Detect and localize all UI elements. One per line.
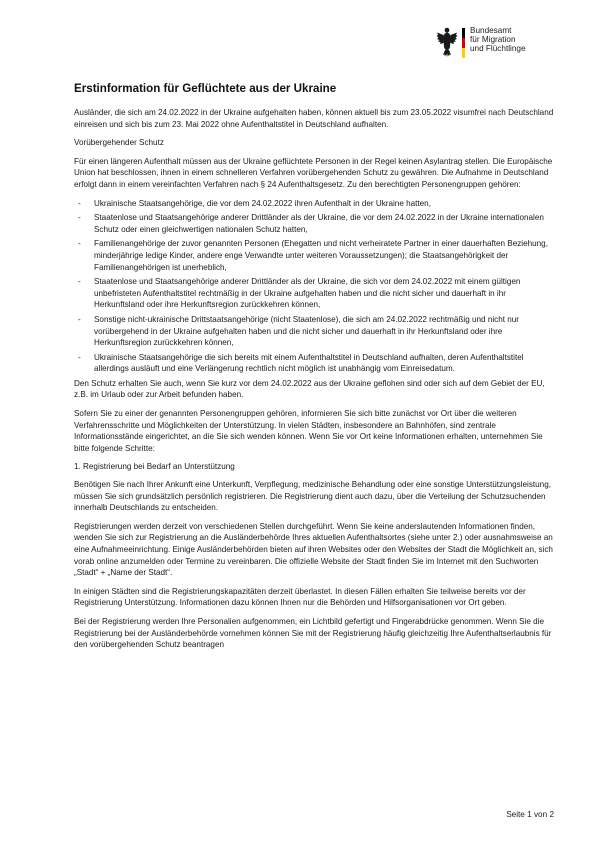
body-paragraph: Den Schutz erhalten Sie auch, wenn Sie kurz vor dem 24.02.2022 aus der Ukraine geflohen sind oder sich auf dem Gebiet der EU, z.B. im Urlaub oder zur Arbeit befunden haben. — [74, 378, 545, 400]
body-paragraph: In einigen Städten sind die Registrierungskapazitäten derzeit überlastet. In diesen Fällen erhalten Sie teilweise bereits vor der Registrierung Unterstützung. Informationen dazu können Ihnen nur die Behörden und Hilfsorganisationen vor Ort geben. — [74, 586, 526, 608]
dash-bullet: - — [78, 213, 81, 223]
intro-paragraph: Ausländer, die sich am 24.02.2022 in der Ukraine aufgehalten haben, können aktuell bis zum 23.05.2022 visumfrei nach Deutschland einreisen und sich bis zum 23. Mai 2022 ohne Aufenthaltstitel in Deutschland aufhalten. — [74, 108, 554, 129]
flag-stripe-red — [462, 38, 465, 48]
list-item-text: Familienangehörige der zuvor genannten Personen (Ehegatten und nicht verheiratete Partner in einer dauerhaften Beziehung, minderjährige ledige Kinder, andere enge Verwandte unter weiteren Voraussetzungen); die Staatsangehörigkeit der Familienangehörigen ist unerheblich, — [94, 239, 548, 272]
flag-stripe-gold — [462, 48, 465, 58]
org-line: für Migration — [470, 35, 516, 45]
list-item-text: Ukrainische Staatsangehörige die sich bereits mit einem Aufenthaltstitel in Deutschland aufhalten, deren Aufenthaltstitel allerdings ausläuft und eine Verlängerung rechtlich nicht möglich ist unabhängig vom Einreisedatum. — [94, 352, 524, 374]
dash-bullet: - — [78, 352, 81, 362]
section-heading: 1. Registrierung bei Bedarf an Unterstützung — [74, 462, 235, 472]
org-line: Bundesamt — [470, 26, 512, 35]
list-item-text: Sonstige nicht-ukrainische Drittstaatsangehörige (nicht Staatenlose), die sich am 24.02.2022 rechtmäßig und nicht nur vorübergehend in der Ukraine aufgehalten haben und die nicht sicher und dauerhaft in ihr Herkunftsland oder ihre Herkunftsregion zurückkehren können, — [94, 314, 519, 348]
page-number: Seite 1 von 2 — [506, 810, 554, 819]
body-paragraph: Sofern Sie zu einer der genannten Personengruppen gehören, informieren Sie sich bitte zunächst vor Ort über die weiteren Verfahrensschritte und Möglichkeiten der Unterstützung. In vielen Städten, insbesondere an Bahnhöfen, sind zentrale Informationsstände eingerichtet, an die Sie sich wenden können. Wenn Sie vor Ort keine Informationen erhalten, unternehmen Sie bitte folgende Schritte: — [74, 409, 543, 453]
eligible-groups-list — [74, 198, 558, 375]
list-item-text: Staatenlose und Staatsangehörige anderer Drittländer als der Ukraine, die vor dem 24.02.2022 in der Ukraine internationalen Schutz oder einen gleichwertigen nationalen Schutz hatten, — [94, 213, 544, 234]
dash-bullet: - — [78, 198, 81, 208]
organization-name — [470, 26, 526, 54]
protection-paragraph: Für einen längeren Aufenthalt müssen aus der Ukraine geflüchtete Personen in der Regel keinen Asylantrag stellen. Die Europäische Union hat beschlossen, ihnen in einem schnelleren Verfahren vorübergehenden Schutz zu gewähren. Die Aufnahme in Deutschland erfolgt dann in einem vereinfachten Verfahren nach § 24 Aufenthaltsgesetz. Zu den berechtigten Personengruppen gehören: — [74, 156, 553, 189]
list-item-text: Ukrainische Staatsangehörige, die vor dem 24.02.2022 ihren Aufenthalt in der Ukraine hatten, — [94, 198, 431, 208]
list-item-text: Staatenlose und Staatsangehörige anderer Drittländer als der Ukraine, die sich vor dem 24.02.2022 mit einem gültigen unbefristeten Aufenthaltstitel rechtmäßig in der Ukraine aufgehalten haben und die nicht sicher und dauerhaft in ihr Herkunftsland oder ihre Herkunftsregion zurückkehren können, — [94, 277, 521, 310]
list-item — [74, 276, 558, 311]
flag-stripe-black — [462, 28, 465, 38]
body-paragraph: Registrierungen werden derzeit von verschiedenen Stellen durchgeführt. Wenn Sie keine anderslautenden Informationen finden, wenden Sie sich zur Registrierung an die Ausländerbehörde Ihres aktuellen Aufenthaltsortes (siehe unter 2.) oder ausnahmsweise an eine Aufnahmeeinrichtung. Einige Ausländerbehörden bieten auf ihren Websites oder den Websites der Stadt die Möglichkeit an, sich vorab online anzumelden oder Termine zu vereinbaren. Die offizielle Website der Stadt finden Sie im Internet mit den Suchworten „Stadt“ + „Name der Stadt“. — [74, 521, 553, 578]
body-paragraph: Bei der Registrierung werden Ihre Personalien aufgenommen, ein Lichtbild gefertigt und Fingerabdrücke genommen. Wenn Sie die Registrierung bei der Ausländerbehörde vornehmen können Sie mit der Registrierung häufig gleichzeitig Ihre Aufenthaltserlaubnis für den vorübergehenden Schutz beantragen — [74, 616, 552, 650]
list-item — [74, 352, 558, 375]
body-paragraph: Benötigen Sie nach Ihrer Ankunft eine Unterkunft, Verpflegung, medizinische Behandlung oder eine sonstige Unterstützungsleistung, müssen Sie sich grundsätzlich persönlich registrieren. Die Registrierung dient auch dazu, über die Verteilung der Schutzsuchenden innerhalb Deutschlands zu entscheiden. — [74, 480, 551, 513]
dash-bullet: - — [78, 277, 81, 287]
list-item — [74, 198, 558, 210]
bamf-logo — [436, 26, 576, 60]
section-subheading: Vorübergehender Schutz — [74, 138, 164, 148]
dash-bullet: - — [78, 239, 81, 249]
org-line: und Flüchtlinge — [470, 44, 526, 54]
german-flag-bar — [462, 28, 465, 58]
federal-eagle-icon — [436, 26, 458, 58]
list-item — [74, 238, 558, 273]
document-title: Erstinformation für Geflüchtete aus der Ukraine — [74, 82, 337, 95]
list-item — [74, 212, 558, 235]
list-item — [74, 314, 558, 349]
dash-bullet: - — [78, 314, 81, 324]
document-body — [74, 107, 558, 658]
